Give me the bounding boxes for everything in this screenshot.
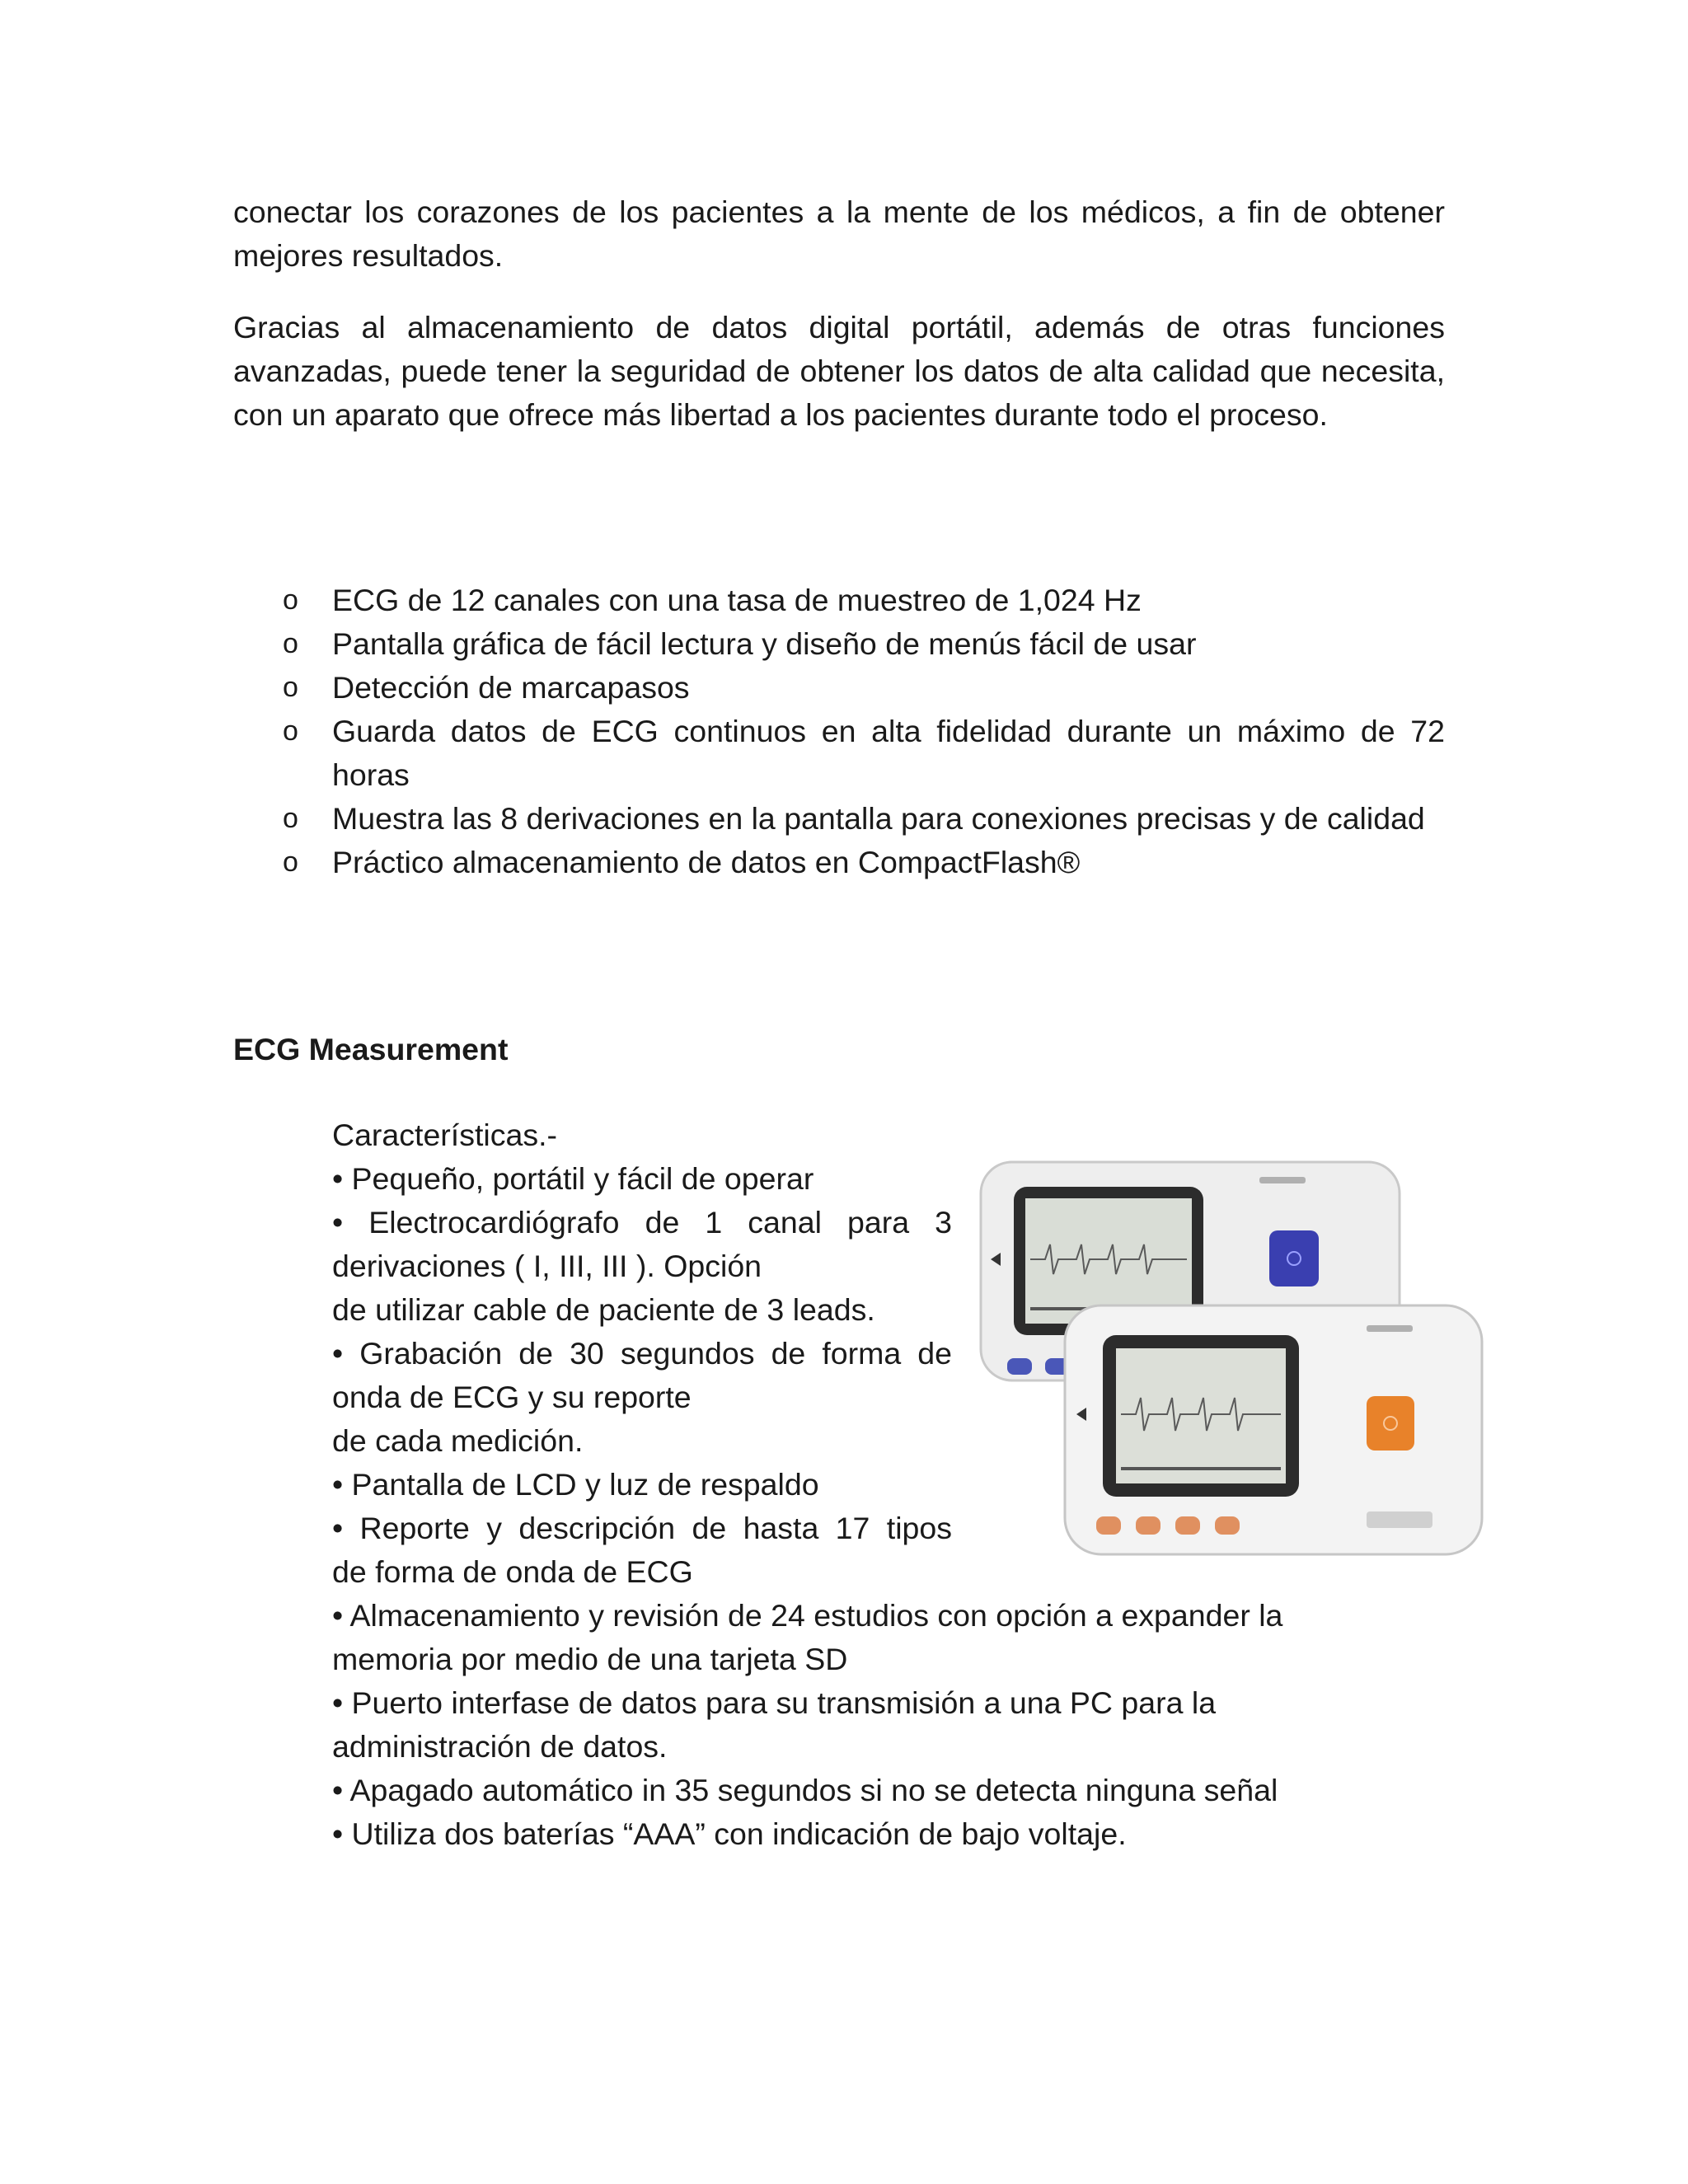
list-item xyxy=(233,622,1445,666)
bullet-marker: o xyxy=(283,846,298,878)
feature-line: de utilizar cable de paciente de 3 leads. xyxy=(332,1292,875,1327)
feature-line: • Reporte y descripción de hasta 17 tipos xyxy=(332,1511,952,1545)
feature-line: • Grabación de 30 segundos de forma de xyxy=(332,1336,952,1371)
feature-line: administración de datos. xyxy=(332,1729,668,1764)
orange-button-icon xyxy=(1367,1396,1414,1451)
list-item-text: ECG de 12 canales con una tasa de muestreo de 1,024 Hz xyxy=(332,583,1142,617)
list-item-text: Pantalla gráfica de fácil lectura y diseño de menús fácil de usar xyxy=(332,626,1197,661)
ecg-device-front xyxy=(1065,1305,1482,1554)
characteristics-title: Características.- xyxy=(332,1118,557,1152)
feature-bullet-list xyxy=(233,579,1445,884)
feature-line: derivaciones ( I, III, III ). Opción xyxy=(332,1249,762,1283)
list-item-text: Guarda datos de ECG continuos en alta fidelidad durante un máximo de 72 horas xyxy=(332,714,1445,792)
ecg-device-photo xyxy=(979,1152,1484,1559)
feature-line: onda de ECG y su reporte xyxy=(332,1380,692,1414)
list-item xyxy=(233,797,1445,841)
blue-button-icon xyxy=(1269,1230,1319,1286)
section-heading: ECG Measurement xyxy=(233,1032,509,1066)
feature-line: de forma de onda de ECG xyxy=(332,1554,693,1589)
feature-line: • Utiliza dos baterías “AAA” con indicación de bajo voltaje. xyxy=(332,1816,1127,1851)
bullet-marker: o xyxy=(283,672,298,703)
paragraph-intro: conectar los corazones de los pacientes a la mente de los médicos, a fin de obtener mejores resultados. xyxy=(233,194,1445,273)
feature-line: • Pantalla de LCD y luz de respaldo xyxy=(332,1467,819,1502)
bullet-marker: o xyxy=(283,584,298,616)
bullet-marker: o xyxy=(283,715,298,747)
bullet-marker: o xyxy=(283,628,298,659)
list-item xyxy=(233,666,1445,710)
feature-line: • Apagado automático in 35 segundos si no se detecta ninguna señal xyxy=(332,1773,1278,1807)
list-item xyxy=(233,841,1445,884)
list-item-text: Muestra las 8 derivaciones en la pantalla para conexiones precisas y de calidad xyxy=(332,801,1425,836)
feature-line: • Electrocardiógrafo de 1 canal para 3 xyxy=(332,1205,952,1240)
feature-line: • Almacenamiento y revisión de 24 estudios con opción a expander la xyxy=(332,1598,1283,1633)
paragraph-storage: Gracias al almacenamiento de datos digital portátil, además de otras funciones avanzadas, puede tener la seguridad de obtener los datos de alta calidad que necesita, con un aparato que ofrece más libertad a los pacientes durante todo el proceso. xyxy=(233,310,1445,432)
bullet-marker: o xyxy=(283,803,298,834)
feature-line: de cada medición. xyxy=(332,1423,584,1458)
feature-line: memoria por medio de una tarjeta SD xyxy=(332,1642,848,1676)
feature-line: • Puerto interfase de datos para su transmisión a una PC para la xyxy=(332,1685,1217,1720)
list-item xyxy=(233,710,1445,797)
brand-logo-icon xyxy=(1367,1511,1432,1528)
list-item xyxy=(233,579,1445,622)
feature-line: • Pequeño, portátil y fácil de operar xyxy=(332,1161,814,1196)
list-item-text: Detección de marcapasos xyxy=(332,670,690,705)
list-item-text: Práctico almacenamiento de datos en CompactFlash® xyxy=(332,845,1081,879)
